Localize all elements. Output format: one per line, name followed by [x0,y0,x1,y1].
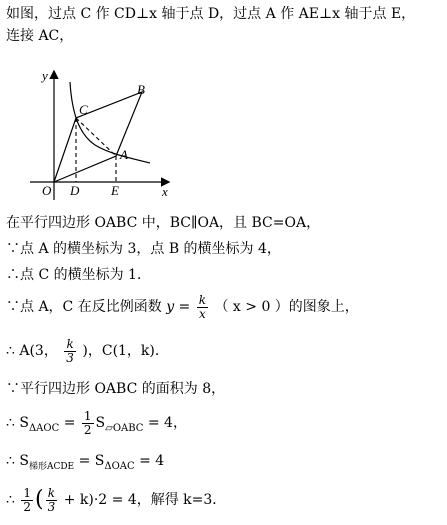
s4-y: y = [166,299,191,315]
s8-text-a: ∴ S [6,453,29,469]
axis-x-label: x [162,184,168,199]
point-b-label: B [137,82,145,97]
s5-frac-num: k [66,336,74,351]
point-o-label: O [42,183,52,198]
solution-line-5 [6,336,169,366]
solution-line-9 [6,485,226,515]
s5-text-b: )，C(1，k)． [82,343,169,359]
s7-eq: = [63,415,76,431]
s9-open-paren: ( [35,487,44,512]
axis-y-label: y [42,68,48,83]
geometry-figure [0,60,447,210]
point-d-label: D [70,183,80,198]
point-a-label: A [120,147,128,162]
s7-sub2: ▱OABC [105,423,144,434]
s4-frac-den: x [198,306,206,321]
s5-frac-den: 3 [66,350,74,365]
s5-fraction [64,338,76,365]
s9-frac1-den: 2 [23,499,32,514]
s9-text-b: + k)·2 = 4，解得 k=3． [63,492,227,508]
solution-line-6: ∵平行四边形 OABC 的面积为 8， [6,381,226,397]
solution-line-4 [6,292,359,322]
solution-line-7 [6,408,187,444]
solution-line-1: 在平行四边形 OABC 中，BC∥OA，且 BC=OA， [6,215,321,231]
s9-frac1-num: 1 [23,485,32,500]
s9-fraction-2 [46,487,58,514]
segment-ac [76,118,116,156]
s9-text-a: ∴ [6,492,15,508]
s9-frac2-num: k [47,485,56,500]
s4-fraction [197,294,208,321]
s7-s: S [95,415,106,431]
s7-text-b: = 4， [147,415,187,431]
s9-fraction-1 [21,487,33,514]
point-e-label: E [111,183,119,198]
problem-line-1: 如图，过点 C 作 CD⊥x 轴于点 D，过点 A 作 AE⊥x 轴于点 E， [6,6,416,22]
problem-line-2: 连接 AC， [6,28,74,44]
s7-fraction [82,410,94,437]
s8-text-b: = 4 [139,453,165,469]
s4-frac-num: k [198,292,207,307]
s8-eq: = S [78,453,105,469]
s4-text-a: ∵点 A，C 在反比例函数 [6,299,162,315]
s8-sub2: ΔOAC [104,461,135,472]
s7-frac-den: 2 [83,422,92,437]
s5-text-a: ∴ A(3， [6,343,58,359]
solution-line-8 [6,452,164,476]
solution-line-2: ∵点 A 的横坐标为 3，点 B 的横坐标为 4， [6,241,281,257]
s7-text-a: ∴ S [6,415,29,431]
parallelogram-oabc [54,92,142,182]
s8-sub: 梯形ACDE [28,462,75,472]
point-c-label: C [79,102,88,117]
s7-sub: ΔAOC [28,423,60,434]
s7-frac-num: 1 [83,408,92,423]
solution-line-3: ∴点 C 的横坐标为 1． [6,267,151,283]
s4-text-b: （ x > 0 ）的图象上， [214,299,359,315]
s9-frac2-den: 3 [47,499,56,514]
